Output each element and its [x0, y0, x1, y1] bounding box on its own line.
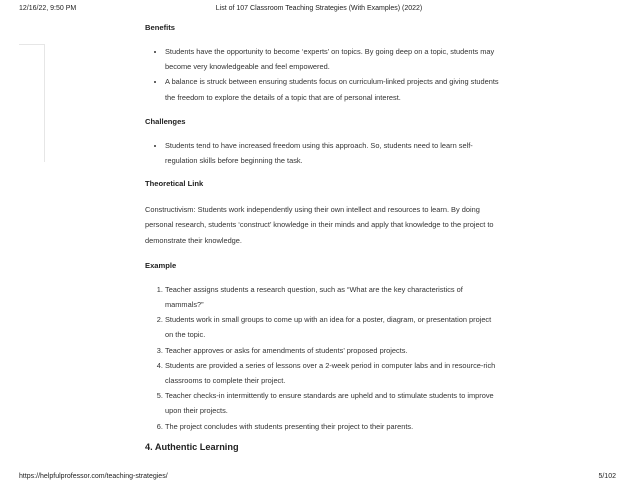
section-heading-authentic-learning: 4. Authentic Learning [145, 441, 239, 452]
list-item: • Students tend to have increased freedom using this approach. So, students need to learn self-regulation skills before beginning the task. [165, 138, 500, 168]
list-item: 5. Teacher checks-in intermittently to ensure standards are upheld and to stimulate students to improve upon their projects. [165, 388, 500, 418]
list-item: • A balance is struck between ensuring students focus on curriculum-linked projects and giving students the freedom to explore the details of a topic that are of personal interest. [165, 74, 500, 104]
list-item: 1. Teacher assigns students a research question, such as “What are the key characteristics of mammals?” [165, 282, 500, 312]
list-item: 4. Students are provided a series of lessons over a 2-week period in computer labs and in resource-rich classrooms to complete their project. [165, 358, 500, 388]
benefits-list [145, 44, 500, 105]
challenges-list [145, 138, 500, 168]
challenges-heading: Challenges [145, 116, 186, 126]
theory-paragraph: Constructivism: Students work independently using their own intellect and resources to learn. By doing personal research, students ‘construct’ knowledge in their minds and apply that knowledge to the project to demonstrate their knowledge. [145, 205, 494, 245]
page-number: 5/102 [598, 473, 616, 480]
margin-divider [19, 44, 45, 162]
article-body [145, 22, 500, 454]
page-title: List of 107 Classroom Teaching Strategies (With Examples) (2022) [215, 5, 423, 12]
print-datetime: 12/16/22, 9:50 PM [19, 5, 77, 12]
list-item: 2. Students work in small groups to come up with an idea for a poster, diagram, or presentation project on the topic. [165, 312, 500, 342]
theory-heading: Theoretical Link [145, 179, 204, 189]
list-item: • Students have the opportunity to become ‘experts’ on topics. By going deep on a topic, students may become very knowledgeable and feel empowered. [165, 44, 500, 74]
example-list [145, 282, 500, 434]
list-item: 3. Teacher approves or asks for amendments of students’ proposed projects. [165, 343, 500, 358]
example-heading: Example [145, 260, 177, 270]
benefits-heading: Benefits [145, 23, 175, 32]
source-url: https://helpfulprofessor.com/teaching-strategies/ [19, 473, 168, 480]
list-item: 6. The project concludes with students presenting their project to their parents. [165, 419, 500, 434]
